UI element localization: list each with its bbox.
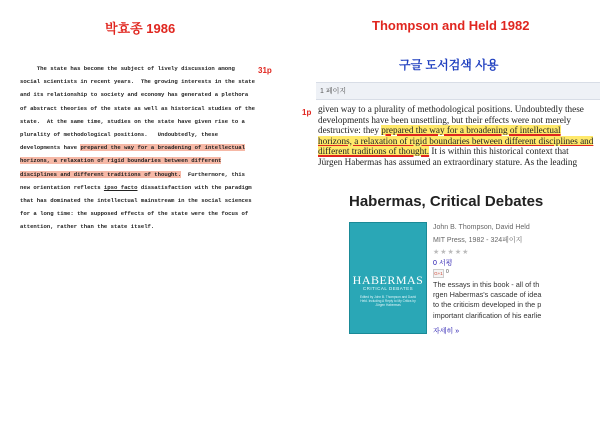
book-scan-excerpt xyxy=(318,104,600,167)
right-subtitle: 구글 도서검색 사용 xyxy=(399,58,499,72)
typed-line: of abstract theories of the state as well as historical studies of the xyxy=(20,104,255,112)
typed-text-block xyxy=(20,62,272,233)
right-title: Thompson and Held 1982 xyxy=(372,18,530,33)
typed-line: disciplines and different traditions of thought. Furthermore, this xyxy=(20,170,245,178)
typed-line xyxy=(20,154,272,167)
typed-line: that has dominated the intellectual mainstream in the social sciences xyxy=(20,196,252,204)
typed-line: state. At the same time, studies on the state have given rise to a xyxy=(20,117,245,125)
scan-line: developments have been unsettling, but their effects were not merely xyxy=(318,114,571,125)
book-authors[interactable]: John B. Thompson, David Held xyxy=(433,224,530,231)
book-publisher: MIT Press, 1982 - 324페이지 xyxy=(433,237,523,244)
book-description xyxy=(433,280,600,321)
book-cover[interactable] xyxy=(349,222,427,334)
description-line: important clarification of his earlie xyxy=(433,310,542,320)
description-line: rgen Habermas's cascade of idea xyxy=(433,290,542,300)
typed-line: and its relationship to society and economy has generated a plethora xyxy=(20,91,249,99)
page-indicator-bar xyxy=(316,82,600,100)
highlighted-text: disciplines and different traditions of thought. xyxy=(20,170,182,178)
typed-line: plurality of methodological positions. Undoubtedly, these xyxy=(20,130,219,138)
scan-line: given way to a plurality of methodological positions. Undoubtedly these xyxy=(318,104,584,114)
book-title[interactable]: Habermas, Critical Debates xyxy=(349,193,544,210)
right-page-ref: 1p xyxy=(302,108,312,117)
more-link[interactable]: 자세히 » xyxy=(433,328,460,335)
gplus-button[interactable]: G+1 xyxy=(434,271,443,276)
left-title: 박효종 1986 xyxy=(105,21,176,36)
cover-credits: Edited by John B. Thompson and David Held. Including A Reply to My Critics by Jürgen Habermas xyxy=(359,295,417,307)
typed-line: The state has become the subject of lively discussion among xyxy=(20,65,235,72)
typed-line: developments have prepared the way for a broadening of intellectual xyxy=(20,144,245,152)
cover-subtitle: CRITICAL DEBATES xyxy=(362,286,414,291)
highlighted-text: horizons, a relaxation of rigid boundaries between different xyxy=(20,157,222,165)
cover-title: HABERMAS xyxy=(352,273,424,287)
gplus-count: 0 xyxy=(446,269,449,275)
left-page-ref: 31p xyxy=(258,66,272,75)
scan-line: different traditions of thought. It is within this historical context that xyxy=(318,146,569,156)
description-line: to the criticism developed in the p xyxy=(433,300,542,310)
typed-line: new orientation reflects ipso facto dissatisfaction with the paradigm xyxy=(20,183,252,191)
page-indicator-label: 1 페이지 xyxy=(320,88,347,95)
highlighted-text: horizons, a relaxation of rigid boundaries between different disciplines and xyxy=(318,135,594,146)
highlighted-text: prepared the way for a broadening of intellectual xyxy=(80,144,245,152)
rating-stars[interactable]: ★★★★★ xyxy=(433,249,470,256)
highlighted-text: prepared the way for a broadening of intellectual xyxy=(381,125,561,135)
underlined-text: ipso facto xyxy=(103,183,138,191)
description-line: The essays in this book - all of th xyxy=(433,280,540,289)
typed-line: for a long time: the supposed effects of the state were the focus of xyxy=(20,210,249,218)
typed-line: attention, rather than the state itself. xyxy=(20,223,155,231)
highlighted-text: different traditions of thought. xyxy=(318,146,430,156)
scan-line xyxy=(318,136,600,147)
scan-line: destructive: they prepared the way for a broadening of intellectual xyxy=(318,125,561,135)
typed-line: social scientists in recent years. The growing interests in the state xyxy=(20,78,255,86)
reviews-link[interactable]: 0 서평 xyxy=(433,260,453,267)
scan-line: Jürgen Habermas has assumed an extraordinary stature. As the leading xyxy=(318,156,578,167)
